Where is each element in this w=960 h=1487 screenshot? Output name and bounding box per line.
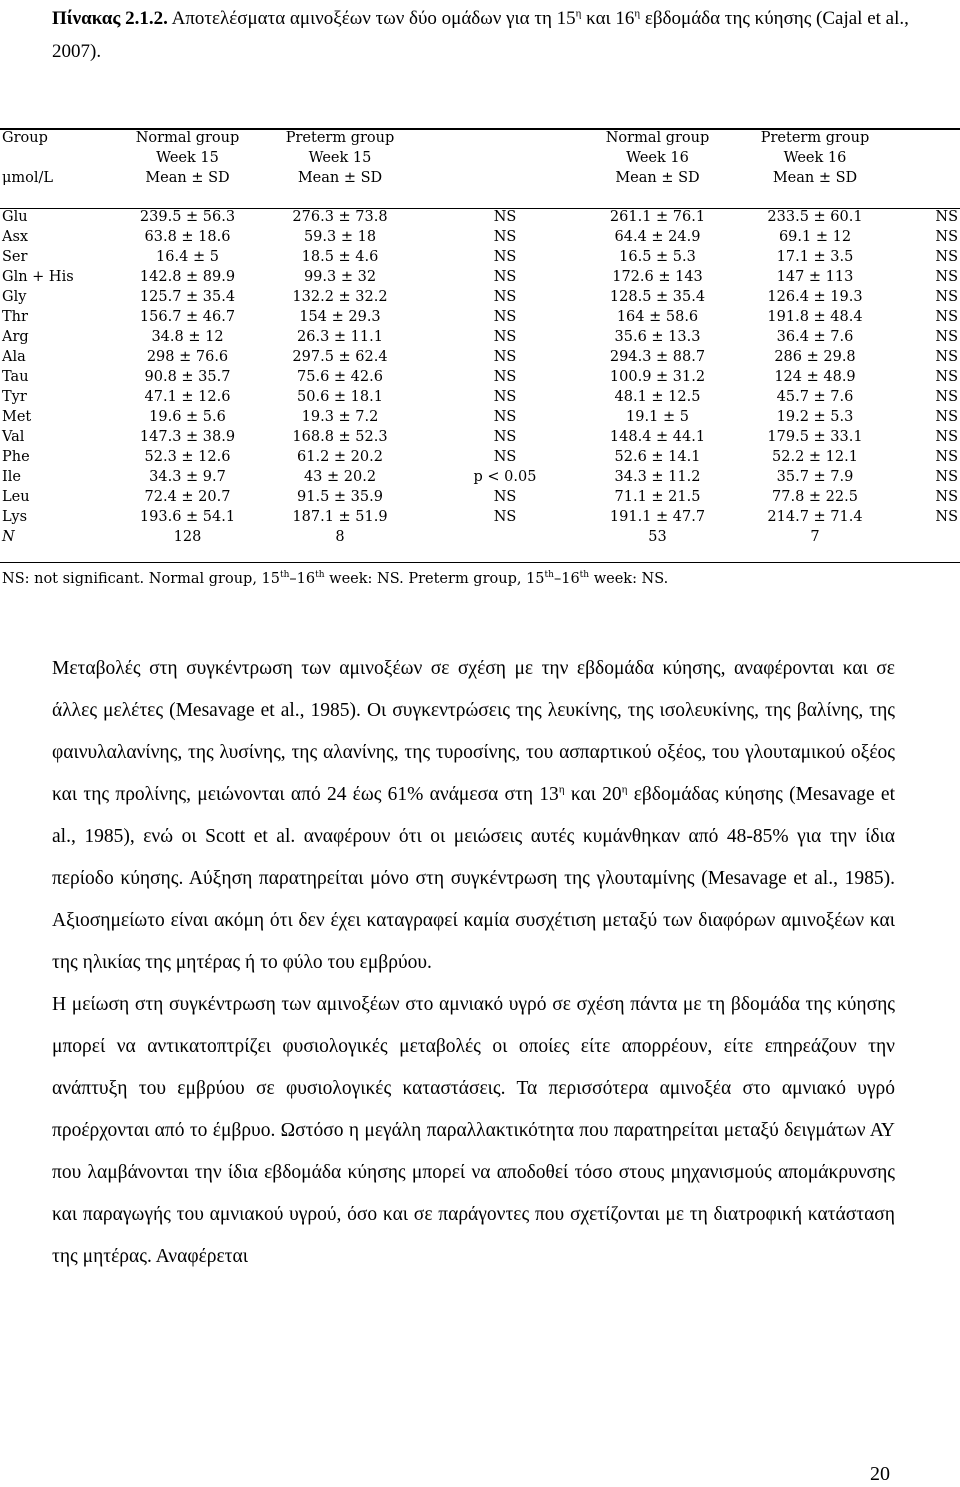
- table-cell: 286 ± 29.8: [774, 349, 856, 365]
- table-cell: Mean ± SD: [145, 170, 230, 186]
- table-row: [0, 247, 960, 267]
- table-cell: Val: [2, 429, 25, 445]
- table-cell: Ala: [2, 349, 26, 365]
- table-cell: Ser: [2, 249, 28, 265]
- table-cell: 47.1 ± 12.6: [144, 389, 231, 405]
- table-spacer-row: [0, 188, 960, 207]
- table-cell: 128.5 ± 35.4: [609, 289, 706, 305]
- table-cell: 16.5 ± 5.3: [619, 249, 696, 265]
- caption-sup-1: η: [575, 7, 582, 20]
- table-cell: NS: [935, 409, 958, 425]
- table-cell: Tau: [2, 369, 29, 385]
- table-cell: 35.6 ± 13.3: [614, 329, 701, 345]
- table-cell: 75.6 ± 42.6: [297, 369, 383, 385]
- table-cell: NS: [935, 289, 958, 305]
- table-cell: [900, 527, 960, 547]
- table-cell: 91.5 ± 35.9: [297, 489, 383, 505]
- table-cell: 52.3 ± 12.6: [144, 449, 231, 465]
- table-cell: Tyr: [2, 389, 27, 405]
- table-cell: 298 ± 76.6: [146, 349, 229, 365]
- table-row: [0, 207, 960, 227]
- table-cell: NS: [493, 449, 517, 465]
- caption-text-a: Αποτελέσματα αμινοξέων των δύο ομάδων για τη 15: [167, 8, 576, 29]
- table-cell: p < 0.05: [473, 469, 537, 485]
- table-cell: 71.1 ± 21.5: [614, 489, 701, 505]
- table-row: [0, 347, 960, 367]
- footnote-sup: th: [579, 570, 590, 581]
- table-cell: NS: [935, 389, 958, 405]
- table-cell: 142.8 ± 89.9: [139, 269, 236, 285]
- table-row: [0, 287, 960, 307]
- table-cell: 99.3 ± 32: [303, 269, 377, 285]
- table-row: [0, 447, 960, 467]
- table-cell: Thr: [2, 309, 28, 325]
- table-cell: [425, 148, 585, 168]
- table-cell: 124 ± 48.9: [774, 369, 856, 385]
- table-cell: 156.7 ± 46.7: [139, 309, 236, 325]
- table-cell: NS: [493, 209, 517, 225]
- table-spacer-cell: [0, 188, 960, 207]
- table-cell: 147 ± 113: [776, 269, 854, 285]
- table-cell: 50.6 ± 18.1: [297, 389, 383, 405]
- table-cell: NS: [935, 209, 958, 225]
- table-cell: 239.5 ± 56.3: [139, 209, 236, 225]
- table-cell: 168.8 ± 52.3: [292, 429, 388, 445]
- table-cell: 128: [173, 529, 202, 545]
- table-cell: 8: [335, 529, 345, 545]
- table-cell: Week 16: [783, 150, 847, 166]
- table-cell: 126.4 ± 19.3: [767, 289, 863, 305]
- table-cell: 164 ± 58.6: [616, 309, 699, 325]
- table-header-row: [0, 168, 960, 188]
- table-cell: 294.3 ± 88.7: [609, 349, 706, 365]
- table-row: [0, 527, 960, 547]
- table-cell: NS: [935, 509, 958, 525]
- table-cell: 34.8 ± 12: [151, 329, 224, 345]
- table-row: [0, 267, 960, 287]
- table-row: [0, 487, 960, 507]
- footnote-sup: th: [280, 570, 290, 581]
- table-cell: Week 16: [626, 150, 689, 166]
- table-cell: [900, 148, 960, 168]
- table-cell: 69.1 ± 12: [778, 229, 852, 245]
- footnote-sup: th: [315, 570, 325, 581]
- table-cell: NS: [493, 389, 517, 405]
- table-cell: Mean ± SD: [297, 170, 383, 186]
- table-cell: Lys: [2, 509, 28, 525]
- table-cell: [0, 148, 120, 168]
- table-cell: Phe: [2, 449, 30, 465]
- table-cell: 17.1 ± 3.5: [776, 249, 854, 265]
- footnote-text: NS: not significant. Normal group, 15: [2, 571, 280, 587]
- table-cell: NS: [493, 509, 517, 525]
- table-row: [0, 427, 960, 447]
- table-cell: 19.6 ± 5.6: [149, 409, 226, 425]
- table-cell: [425, 168, 585, 188]
- footnote-text: –16: [553, 571, 580, 587]
- table-cell: NS: [493, 309, 517, 325]
- table-row: [0, 507, 960, 527]
- caption-text-b: και 16: [581, 8, 635, 29]
- table-cell: Met: [2, 409, 32, 425]
- table-cell: NS: [935, 429, 958, 445]
- footnote-text: –16: [289, 571, 316, 587]
- table-cell: 53: [648, 529, 667, 545]
- table-cell: NS: [935, 329, 958, 345]
- body-text: [52, 648, 895, 1278]
- page-number: 20: [870, 1463, 890, 1485]
- table-cell: 297.5 ± 62.4: [292, 349, 388, 365]
- paragraph-sup: η: [621, 783, 628, 796]
- table-cell: Asx: [2, 229, 29, 245]
- table-cell: 26.3 ± 11.1: [297, 329, 383, 345]
- table-cell: 7: [810, 529, 820, 545]
- table-cell: 191.8 ± 48.4: [767, 309, 863, 325]
- table-cell: 193.6 ± 54.1: [139, 509, 236, 525]
- table-cell: NS: [493, 289, 517, 305]
- table-cell: 52.2 ± 12.1: [772, 449, 858, 465]
- table-cell: NS: [493, 409, 517, 425]
- paragraph-sup: η: [558, 783, 565, 796]
- table-cell: 100.9 ± 31.2: [609, 369, 706, 385]
- table-header-row: [0, 128, 960, 148]
- table-cell: Leu: [2, 489, 30, 505]
- table-cell: NS: [493, 429, 517, 445]
- paragraph-1: [52, 648, 895, 984]
- table-row: [0, 367, 960, 387]
- table-caption: [52, 2, 912, 68]
- table-cell: 125.7 ± 35.4: [139, 289, 236, 305]
- table-cell: 52.6 ± 14.1: [614, 449, 701, 465]
- data-table: [0, 128, 960, 547]
- table-cell: NS: [493, 489, 517, 505]
- footnote-text: week: NS.: [589, 571, 669, 587]
- table-cell: Ile: [2, 469, 21, 485]
- paragraph-2: Η μείωση στη συγκέντρωση των αμινοξέων στο αμνιακό υγρό σε σχέση πάντα με τη βδομάδα της κύησης μπορεί να αντικατοπτρίζει φυσιολογικές μεταβολές οι οποίες είτε απορρέουν, είτε επηρεάζουν την ανάπτυξη του εμβρύου σε φυσιολογικές καταστάσεις. Τα περισσότερα αμινοξέα στο αμνιακό υγρό προέρχονται από το έμβρυο. Ωστόσο η μεγάλη παραλλακτικότητα που παρατηρείται μεταξύ δειγμάτων ΑΥ που λαμβάνονται την ίδια εβδομάδα κύησης μπορεί να αποδοθεί τόσο στους μηχανισμούς απομάκρυνσης και παραγωγής του αμνιακού υγρού, όσο και σε παράγοντες που σχετίζονται με τη διατροφική κατάσταση της μητέρας. Αναφέρεται: [52, 994, 895, 1267]
- table-cell: NS: [493, 249, 517, 265]
- table-cell: [900, 168, 960, 188]
- table-cell: NS: [935, 489, 958, 505]
- table-row: [0, 327, 960, 347]
- table-cell: N: [2, 529, 15, 545]
- table-cell: Normal group: [135, 130, 240, 146]
- table-row: [0, 387, 960, 407]
- table-cell: 19.3 ± 7.2: [301, 409, 379, 425]
- table-cell: Mean ± SD: [615, 170, 700, 186]
- table-cell: Glu: [2, 209, 28, 225]
- table-cell: Week 15: [156, 150, 219, 166]
- table-cell: 59.3 ± 18: [303, 229, 377, 245]
- paragraph-text: Μεταβολές στη συγκέντρωση των αμινοξέων σε σχέση με την εβδομάδα κύησης, αναφέρονται και σε άλλες μελέτες (Mesavage et al., 1985). Οι συγκεντρώσεις της λευκίνης, της ισολευκίνης, της βαλίνης, της φαινυλαλανίνης, της λυσίνης, της αλανίνης, της τυροσίνης, του ασπαρτικού οξέος, του γλουταμικού οξέος και της προλίνης, μειώνονται από 24 έως 61% ανάμεσα στη 13: [52, 658, 895, 805]
- table-cell: 77.8 ± 22.5: [772, 489, 858, 505]
- table-cell: 179.5 ± 33.1: [767, 429, 863, 445]
- table-cell: 132.2 ± 32.2: [292, 289, 388, 305]
- table-cell: 19.1 ± 5: [626, 409, 689, 425]
- table-cell: 90.8 ± 35.7: [144, 369, 231, 385]
- table-cell: Mean ± SD: [772, 170, 858, 186]
- table-cell: NS: [935, 449, 958, 465]
- table-cell: 72.4 ± 20.7: [144, 489, 231, 505]
- paragraph-text: εβδομάδας κύησης (Mesavage et al., 1985), ενώ οι Scott et al. αναφέρουν ότι οι μειώσεις αυτές κυμάνθηκαν από 48-85% για την ίδια περίοδο κύησης. Αύξηση παρατηρείται μόνο στη συγκέντρωση της γλουταμίνης (Mesavage et al., 1985). Αξιοσημείωτο είναι ακόμη ότι δεν έχει καταγραφεί καμία συσχέτιση μεταξύ των διαφόρων αμινοξέων και της ηλικίας της μητέρας ή το φύλο του εμβρύου.: [52, 784, 895, 973]
- paragraph-text: και 20: [564, 784, 622, 805]
- table-cell: [900, 128, 960, 148]
- table-cell: NS: [935, 349, 958, 365]
- caption-text-c: εβδομάδα της κύησης (Cajal et al., 2007).: [52, 8, 909, 62]
- table-row: [0, 407, 960, 427]
- table-cell: 147.3 ± 38.9: [139, 429, 236, 445]
- table-cell: 187.1 ± 51.9: [292, 509, 388, 525]
- table-cell: 63.8 ± 18.6: [144, 229, 231, 245]
- table-cell: NS: [493, 269, 517, 285]
- table-cell: 35.7 ± 7.9: [776, 469, 854, 485]
- table-cell: 154 ± 29.3: [299, 309, 381, 325]
- table-cell: Preterm group: [760, 130, 870, 146]
- table-cell: 172.6 ± 143: [612, 269, 703, 285]
- table-cell: [425, 527, 585, 547]
- caption-label: Πίνακας 2.1.2.: [52, 8, 168, 29]
- table-cell: NS: [493, 369, 517, 385]
- table-cell: Week 15: [308, 150, 372, 166]
- table-cell: 18.5 ± 4.6: [301, 249, 379, 265]
- table-cell: NS: [935, 369, 958, 385]
- table-cell: Group: [2, 130, 48, 146]
- table-cell: NS: [493, 229, 517, 245]
- table-cell: Gly: [2, 289, 27, 305]
- table-cell: 34.3 ± 9.7: [149, 469, 226, 485]
- table-header-row: [0, 148, 960, 168]
- table-footnote: [2, 571, 668, 587]
- table-row: [0, 307, 960, 327]
- table-cell: 36.4 ± 7.6: [776, 329, 854, 345]
- table-cell: 34.3 ± 11.2: [614, 469, 701, 485]
- table-cell: 45.7 ± 7.6: [776, 389, 854, 405]
- table-cell: 19.2 ± 5.3: [776, 409, 854, 425]
- caption-sup-2: η: [634, 7, 641, 20]
- table-cell: 48.1 ± 12.5: [614, 389, 701, 405]
- table-row: [0, 467, 960, 487]
- table-cell: 148.4 ± 44.1: [609, 429, 706, 445]
- table-cell: 191.1 ± 47.7: [609, 509, 706, 525]
- table-cell: Gln + His: [2, 269, 74, 285]
- table-cell: 16.4 ± 5: [156, 249, 219, 265]
- table-bottom-rule: [0, 562, 960, 563]
- table-row: [0, 227, 960, 247]
- table-cell: Arg: [2, 329, 29, 345]
- table-cell: μmol/L: [2, 170, 54, 186]
- table-cell: 64.4 ± 24.9: [614, 229, 701, 245]
- table-cell: 261.1 ± 76.1: [609, 209, 706, 225]
- table-cell: 214.7 ± 71.4: [767, 509, 863, 525]
- table-cell: 233.5 ± 60.1: [767, 209, 863, 225]
- table-cell: NS: [493, 329, 517, 345]
- table-cell: Preterm group: [285, 130, 395, 146]
- table-cell: 61.2 ± 20.2: [297, 449, 383, 465]
- table-cell: 43 ± 20.2: [303, 469, 377, 485]
- table-cell: NS: [935, 229, 958, 245]
- table-cell: NS: [493, 349, 517, 365]
- table-cell: NS: [935, 269, 958, 285]
- table-cell: NS: [935, 309, 958, 325]
- footnote-text: week: NS. Preterm group, 15: [324, 571, 545, 587]
- footnote-sup: th: [544, 570, 554, 581]
- table-cell: NS: [935, 469, 958, 485]
- table-cell: Normal group: [605, 130, 710, 146]
- table-cell: NS: [935, 249, 958, 265]
- table-cell: [425, 128, 585, 148]
- table-cell: 276.3 ± 73.8: [292, 209, 388, 225]
